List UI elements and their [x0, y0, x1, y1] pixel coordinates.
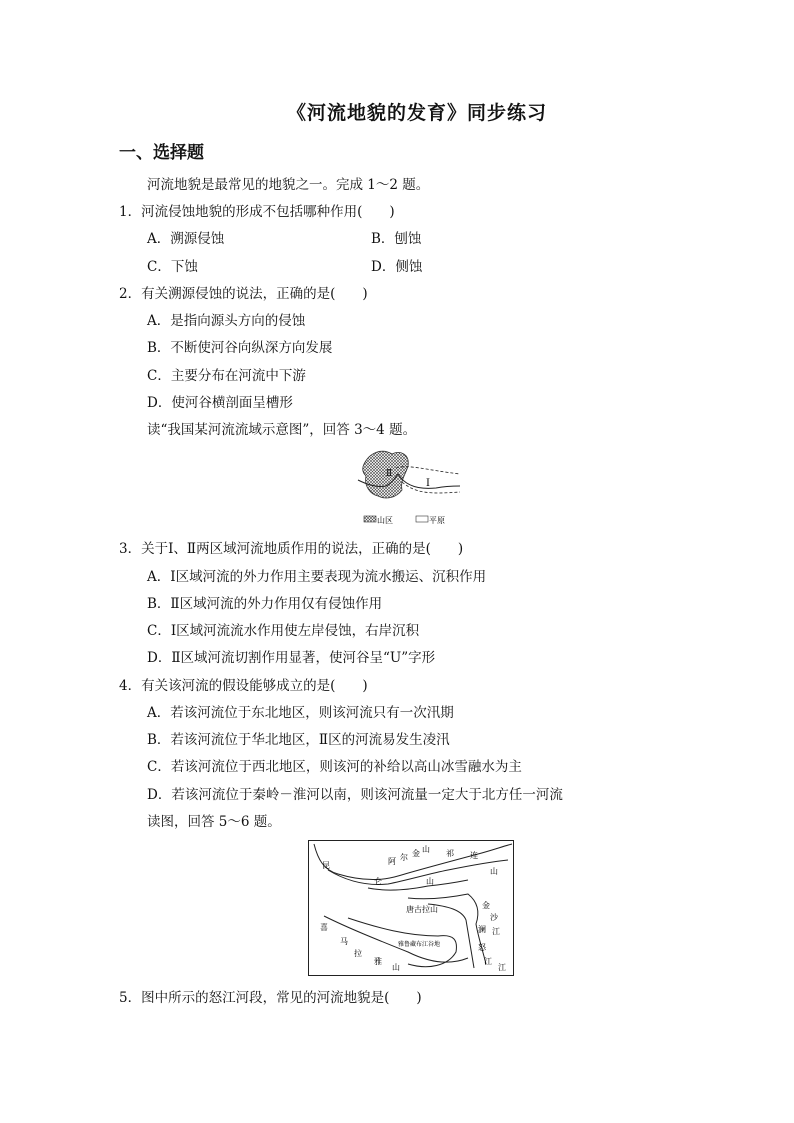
label-ma: 马 — [340, 937, 348, 946]
question-3-option-c: C．Ⅰ区域河流流水作用使左岸侵蚀，右岸沉积 — [147, 623, 420, 639]
question-4-option-a: A．若该河流位于东北地区，则该河流只有一次汛期 — [147, 705, 454, 721]
label-shan-3: 山 — [426, 877, 434, 886]
label-jiang-1: 江 — [492, 927, 500, 936]
question-1-option-a: A．溯源侵蚀 — [147, 231, 225, 247]
label-jiang-2: 江 — [484, 957, 492, 966]
label-shan-4: 山 — [392, 963, 400, 972]
question-1-option-b: B．刨蚀 — [371, 231, 422, 247]
label-tanggula: 唐古拉山 — [406, 905, 438, 914]
label-jiang-3: 江 — [498, 963, 506, 972]
question-2-option-d: D．使河谷横剖面呈槽形 — [147, 395, 293, 411]
label-lun: 仑 — [374, 877, 382, 886]
question-4-option-b: B．若该河流位于华北地区，Ⅱ区的河流易发生凌汛 — [147, 732, 450, 748]
legend-mountain-swatch — [364, 516, 376, 522]
label-nu: 怒 — [478, 943, 486, 952]
question-2-option-b: B．不断使河谷向纵深方向发展 — [147, 340, 333, 356]
label-sha: 沙 — [490, 913, 498, 922]
question-2-option-a: A．是指向源头方向的侵蚀 — [147, 313, 306, 329]
question-2-option-c: C．主要分布在河流中下游 — [147, 368, 306, 384]
label-region-ii: Ⅱ — [386, 469, 393, 479]
label-shan-2: 山 — [490, 867, 498, 876]
label-ya: 雅 — [374, 957, 382, 966]
question-3-option-a: A．Ⅰ区域河流的外力作用主要表现为流水搬运、沉积作用 — [147, 569, 487, 585]
intro-q5-6: 读图，回答 5～6 题。 — [147, 814, 281, 830]
question-4-option-d: D．若该河流位于秦岭－淮河以南，则该河流量一定大于北方任一河流 — [147, 787, 563, 803]
legend-plain-label: 平原 — [429, 516, 445, 525]
label-shan-1: 山 — [422, 845, 430, 854]
label-qi: 祁 — [446, 849, 454, 858]
label-a: 阿 — [388, 857, 396, 866]
question-5-stem: 5．图中所示的怒江河段，常见的河流地貌是( ) — [119, 990, 422, 1006]
section-heading: 一、选择题 — [119, 143, 204, 163]
question-2-stem: 2．有关溯源侵蚀的说法，正确的是( ) — [119, 286, 368, 302]
page-title: 《河流地貌的发育》同步练习 — [286, 102, 547, 124]
label-jin-2: 金 — [482, 901, 490, 910]
label-la: 拉 — [354, 949, 362, 958]
question-3-option-d: D．Ⅱ区域河流切割作用显著，使河谷呈“U”字形 — [147, 650, 436, 666]
question-3-option-b: B．Ⅱ区域河流的外力作用仅有侵蚀作用 — [147, 596, 383, 612]
question-1-stem: 1．河流侵蚀地貌的形成不包括哪种作用( ) — [119, 204, 395, 220]
label-region-i: Ⅰ — [426, 478, 430, 489]
mountain-river-map — [308, 840, 514, 976]
intro-q1-2: 河流地貌是最常见的地貌之一。完成 1～2 题。 — [147, 177, 430, 193]
label-xi: 喜 — [320, 923, 328, 932]
label-er: 尔 — [400, 853, 408, 862]
question-1-option-c: C．下蚀 — [147, 259, 198, 275]
label-lan: 澜 — [478, 925, 486, 934]
question-4-stem: 4．有关该河流的假设能够成立的是( ) — [119, 678, 368, 694]
question-3-stem: 3．关于Ⅰ、Ⅱ两区域河流地质作用的说法，正确的是( ) — [119, 541, 464, 557]
plain-boundary — [402, 482, 460, 493]
label-yarlung: 雅鲁藏布江谷地 — [398, 941, 441, 948]
legend-mountain-label: 山区 — [377, 516, 393, 525]
label-kun: 昆 — [322, 861, 330, 870]
question-1-option-d: D．侧蚀 — [371, 259, 423, 275]
river-basin-figure — [356, 446, 464, 528]
label-jin: 金 — [412, 849, 420, 858]
legend-plain-swatch — [416, 516, 428, 522]
question-4-option-c: C．若该河流位于西北地区，则该河的补给以高山冰雪融水为主 — [147, 759, 522, 775]
intro-q3-4: 读“我国某河流流域示意图”，回答 3～4 题。 — [147, 422, 417, 438]
label-lian: 连 — [470, 851, 478, 860]
